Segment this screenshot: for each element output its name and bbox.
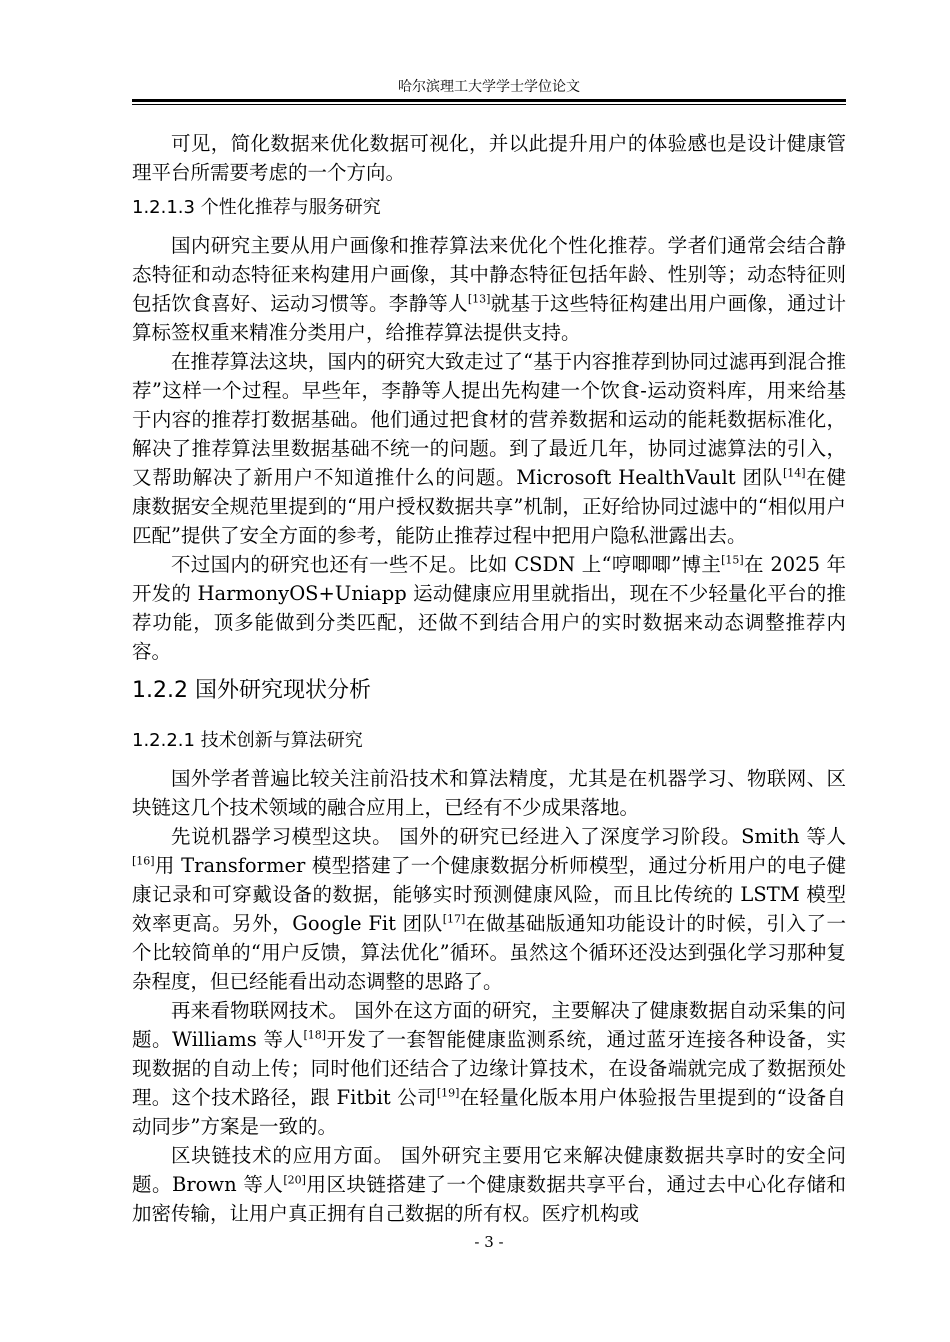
section-heading-122: 1.2.2 国外研究现状分析 — [132, 678, 371, 703]
body-text — [132, 129, 846, 1228]
paragraph: 在推荐算法这块，国内的研究大致走过了“基于内容推荐到协同过滤再到混合推荐”这样一个过程。早些年，李静等人提出先构建一个饮食-运动资料库，用来给基于内容的推荐打数据基础。他们通过把食材的营养数据和运动的能耗数据标准化，解决了推荐算法里数据基础不统一的问题。到了最近几年，协同过滤算法的引入，又帮助解决了新用户不知道推什么的问题。Microsoft HealthVault 团队[14]在健康数据安全规范里提到的“用户授权数据共享”机制，正好给协同过滤中的“相似用户匹配”提供了安全方面的参考，能防止推荐过程中把用户隐私泄露出去。 — [132, 350, 846, 547]
citation-ref: [20] — [283, 1173, 306, 1187]
paragraph: 区块链技术的应用方面。 国外研究主要用它来解决健康数据共享时的安全问题。Brown 等人[20]用区块链搭建了一个健康数据共享平台，通过去中心化存储和加密传输，让用户真正拥有自己数据的所有权。医疗机构或 — [132, 1144, 846, 1225]
running-header: 哈尔滨理工大学学士学位论文 — [398, 79, 580, 95]
citation-ref: [13] — [467, 292, 491, 306]
paragraph: 国内研究主要从用户画像和推荐算法来优化个性化推荐。学者们通常会结合静态特征和动态特征来构建用户画像，其中静态特征包括年龄、性别等；动态特征则包括饮食喜好、运动习惯等。李静等人[13]就基于这些特征构建出用户画像，通过计算标签权重来精准分类用户，给推荐算法提供支持。 — [132, 234, 846, 344]
citation-ref: [15] — [721, 553, 744, 567]
paragraph: 可见，简化数据来优化数据可视化，并以此提升用户的体验感也是设计健康管理平台所需要考虑的一个方向。 — [132, 132, 846, 184]
paragraph: 不过国内的研究也还有一些不足。比如 CSDN 上“哼唧唧”博主[15]在 2025 年开发的 HarmonyOS+Uniapp 运动健康应用里就指出，现在不少轻量化平台的推荐功能，顶多能做到分类匹配，还做不到结合用户的实时数据来动态调整推荐内容。 — [132, 553, 846, 663]
page-number: - 3 - — [474, 1233, 504, 1251]
paragraph: 再来看物联网技术。 国外在这方面的研究，主要解决了健康数据自动采集的问题。Williams 等人[18]开发了一套智能健康监测系统，通过蓝牙连接各种设备，实现数据的自动上传；同时他们还结合了边缘计算技术，在设备端就完成了数据预处理。这个技术路径，跟 Fitbit 公司[19]在轻量化版本用户体验报告里提到的“设备自动同步”方案是一致的。 — [132, 999, 846, 1138]
citation-ref: [16] — [132, 854, 155, 868]
citation-ref: [19] — [436, 1086, 460, 1100]
paragraph: 先说机器学习模型这块。 国外的研究已经进入了深度学习阶段。Smith 等人[16]用 Transformer 模型搭建了一个健康数据分析师模型，通过分析用户的电子健康记录和可穿戴设备的数据，能够实时预测健康风险，而且比传统的 LSTM 模型效率更高。另外，Google Fit 团队[17]在做基础版通知功能设计的时候，引入了一个比较简单的“用户反馈，算法优化”循环。虽然这个循环还没达到强化学习那种复杂程度，但已经能看出动态调整的思路了。 — [132, 825, 846, 993]
citation-ref: [18] — [303, 1028, 327, 1042]
header-rule-thin — [132, 104, 846, 105]
citation-ref: [14] — [782, 466, 806, 480]
paragraph: 国外学者普遍比较关注前沿技术和算法精度，尤其是在机器学习、物联网、区块链这几个技术领域的融合应用上，已经有不少成果落地。 — [132, 767, 846, 819]
subsection-heading-1221: 1.2.2.1 技术创新与算法研究 — [132, 730, 363, 751]
subsection-heading-1213: 1.2.1.3 个性化推荐与服务研究 — [132, 197, 381, 218]
header-rule-thick — [132, 99, 846, 102]
citation-ref: [17] — [442, 912, 466, 926]
